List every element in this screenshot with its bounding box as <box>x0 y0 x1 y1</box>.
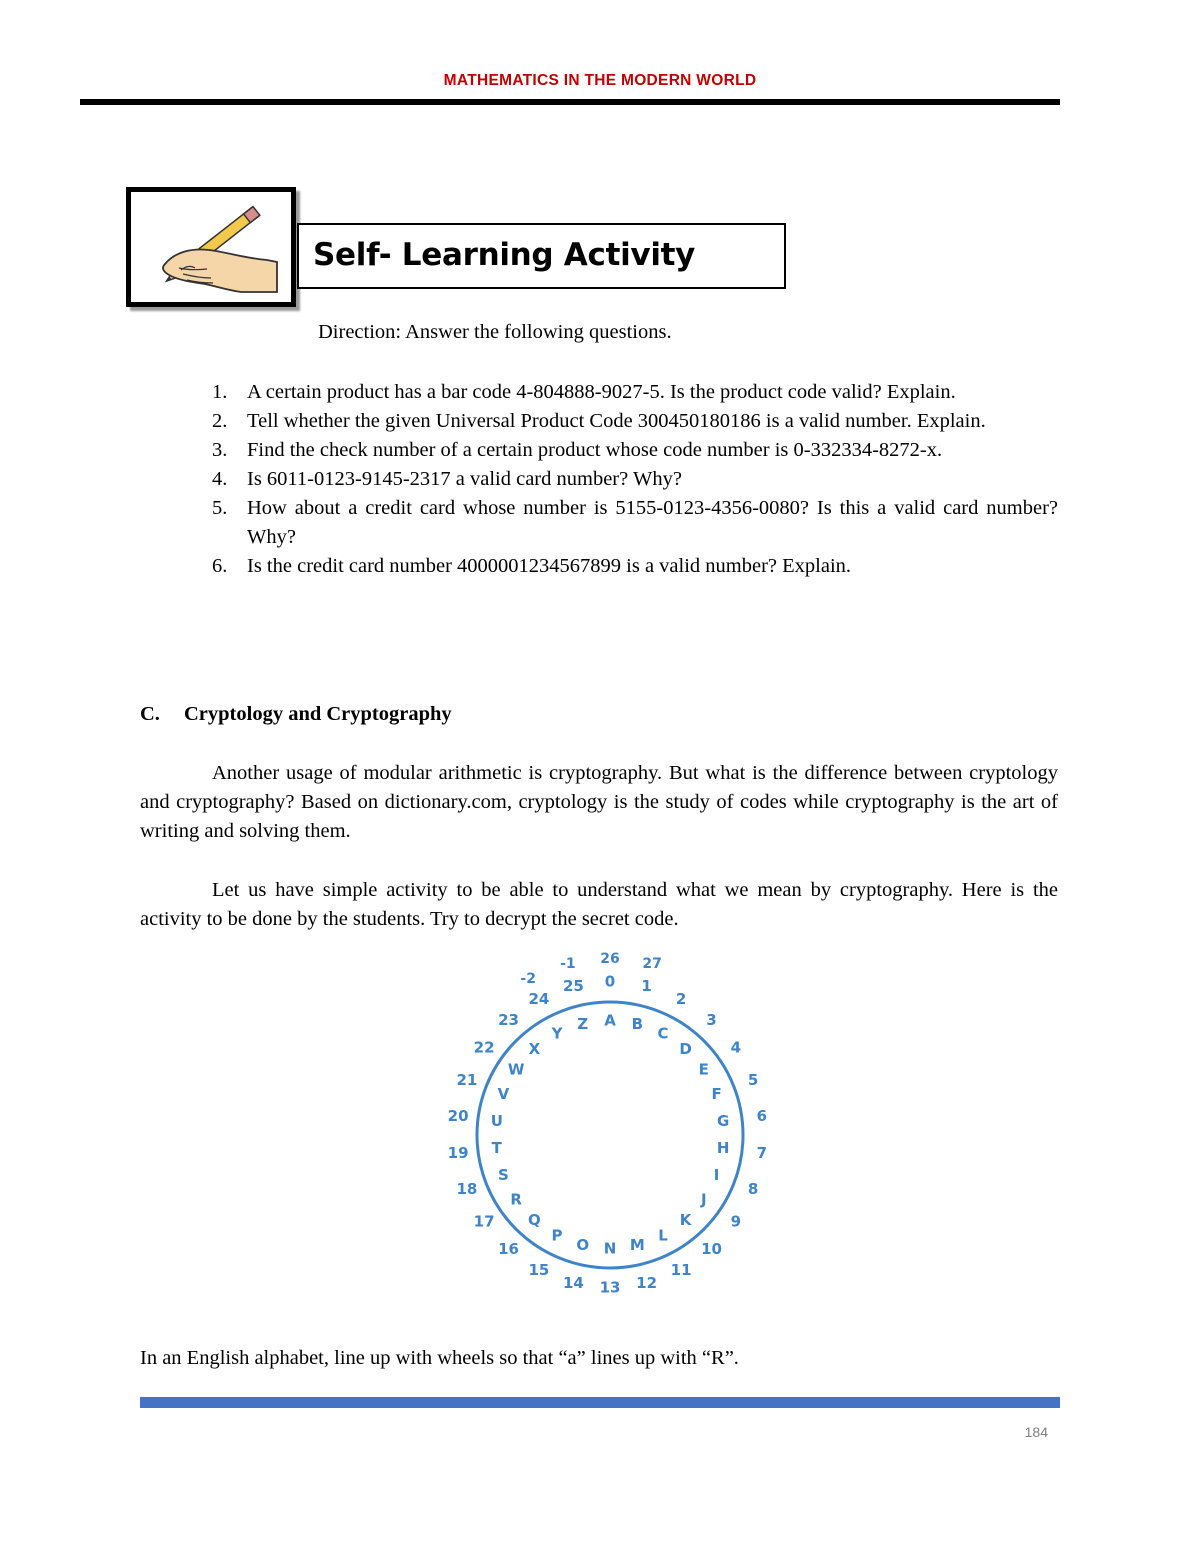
section-heading <box>140 700 452 729</box>
wheel-number: 13 <box>599 1278 621 1297</box>
wheel-extra-number: 26 <box>600 951 620 967</box>
wheel-letter: T <box>491 1139 502 1158</box>
wheel-number: 3 <box>706 1011 717 1029</box>
wheel-letter: Q <box>528 1210 541 1229</box>
wheel-number: 9 <box>730 1212 742 1231</box>
wheel-number: 20 <box>447 1107 469 1126</box>
wheel-number: 7 <box>756 1143 768 1162</box>
wheel-letter: A <box>604 1011 616 1030</box>
question-text: Is the credit card number 4000001234567899 is a valid number? Explain. <box>247 555 852 577</box>
closing-instruction: In an English alphabet, line up with wheels so that “a” lines up with “R”. <box>140 1347 739 1369</box>
wheel-number: 15 <box>528 1261 550 1279</box>
paragraph-activity: Let us have simple activity to be able to understand what we mean by cryptography. Here is the activity to be done by the students. Try to decrypt the secret code. <box>140 879 1058 930</box>
wheel-number: 11 <box>670 1261 692 1279</box>
wheel-extra-number: -2 <box>520 971 536 988</box>
wheel-letter: N <box>603 1239 617 1258</box>
wheel-number: 1 <box>641 976 652 995</box>
wheel-letter: O <box>576 1236 590 1255</box>
wheel-number: 2 <box>675 990 687 1008</box>
footer-rule <box>140 1397 1060 1408</box>
question-text: Tell whether the given Universal Product Code 300450180186 is a valid number. Explain. <box>247 410 986 432</box>
wheel-number: 12 <box>636 1274 658 1293</box>
wheel-letter: L <box>658 1226 668 1245</box>
wheel-letter: W <box>507 1060 525 1079</box>
page-number: 184 <box>1024 1424 1048 1440</box>
question-number: 6. <box>212 555 228 577</box>
wheel-letter: S <box>497 1165 509 1184</box>
wheel-number: 0 <box>604 972 616 991</box>
question-text: A certain product has a bar code 4-804888-9027-5. Is the product code valid? Explain. <box>247 381 956 403</box>
header-rule <box>80 99 1060 105</box>
question-text: Find the check number of a certain product whose code number is 0-332334-8272-x. <box>247 439 943 461</box>
question-text: Is 6011-0123-9145-2317 a valid card number? Why? <box>247 468 682 490</box>
direction-text: Direction: Answer the following questions. <box>318 321 672 343</box>
activity-title: Self- Learning Activity <box>313 237 696 273</box>
question-item <box>212 407 1058 436</box>
question-text: How about a credit card whose number is 5155-0123-4356-0080? Is this a valid card number? Why? <box>247 497 1058 548</box>
cipher-wheel <box>420 945 800 1320</box>
wheel-letter: I <box>713 1165 720 1184</box>
question-number: 2. <box>212 410 228 432</box>
question-list <box>212 378 1058 581</box>
wheel-letter: E <box>698 1060 709 1079</box>
wheel-number: 16 <box>498 1240 519 1258</box>
wheel-letter: B <box>631 1014 644 1033</box>
wheel-number: 22 <box>473 1038 495 1057</box>
question-number: 3. <box>212 439 228 461</box>
wheel-letter: D <box>679 1040 692 1059</box>
wheel-letter: Z <box>577 1014 589 1033</box>
wheel-number: 6 <box>756 1107 768 1126</box>
wheel-number: 4 <box>730 1038 742 1057</box>
paragraph-cryptology: Another usage of modular arithmetic is cryptography. But what is the difference between cryptology and cryptography? Based on dictionary.com, cryptology is the study of codes while cryptography is the art of writing and solving them. <box>140 762 1058 842</box>
running-header: MATHEMATICS IN THE MODERN WORLD <box>443 72 757 89</box>
question-item <box>212 465 1058 494</box>
question-number: 5. <box>212 497 228 519</box>
question-number: 4. <box>212 468 228 490</box>
wheel-letter: F <box>711 1085 722 1104</box>
wheel-number: 5 <box>747 1071 759 1090</box>
wheel-letter: H <box>716 1139 730 1158</box>
wheel-letter: G <box>717 1111 730 1130</box>
wheel-number: 8 <box>747 1179 759 1198</box>
wheel-number: 19 <box>447 1143 469 1162</box>
wheel-number: 18 <box>456 1179 478 1198</box>
wheel-number: 17 <box>473 1212 495 1231</box>
wheel-letter: Y <box>551 1024 563 1043</box>
question-item <box>212 552 1058 581</box>
wheel-number: 21 <box>456 1071 478 1090</box>
wheel-letter: V <box>497 1085 510 1104</box>
wheel-number: 10 <box>701 1240 722 1258</box>
cipher-wheel-circle <box>477 1002 743 1268</box>
question-item <box>212 494 1058 552</box>
wheel-letter: C <box>657 1024 669 1043</box>
question-item <box>212 436 1058 465</box>
wheel-letter: X <box>528 1040 541 1059</box>
question-item <box>212 378 1058 407</box>
wheel-extra-number: 27 <box>642 956 662 973</box>
wheel-letter: R <box>510 1190 522 1209</box>
wheel-letter: M <box>629 1236 645 1255</box>
wheel-number: 24 <box>528 990 550 1008</box>
activity-title-box <box>297 223 786 289</box>
activity-icon-frame <box>126 187 296 307</box>
hand-writing-pencil-icon <box>131 192 291 302</box>
wheel-extra-number: -1 <box>560 956 576 973</box>
wheel-letter: U <box>490 1111 503 1130</box>
wheel-number: 14 <box>562 1274 584 1293</box>
section-title: Cryptology and Cryptography <box>184 703 452 725</box>
section-letter: C. <box>140 703 160 725</box>
wheel-letter: P <box>551 1226 563 1245</box>
question-number: 1. <box>212 381 228 403</box>
wheel-number: 23 <box>498 1011 519 1029</box>
wheel-number: 25 <box>562 976 584 995</box>
wheel-letter: K <box>679 1210 692 1229</box>
wheel-letter: J <box>701 1190 707 1209</box>
